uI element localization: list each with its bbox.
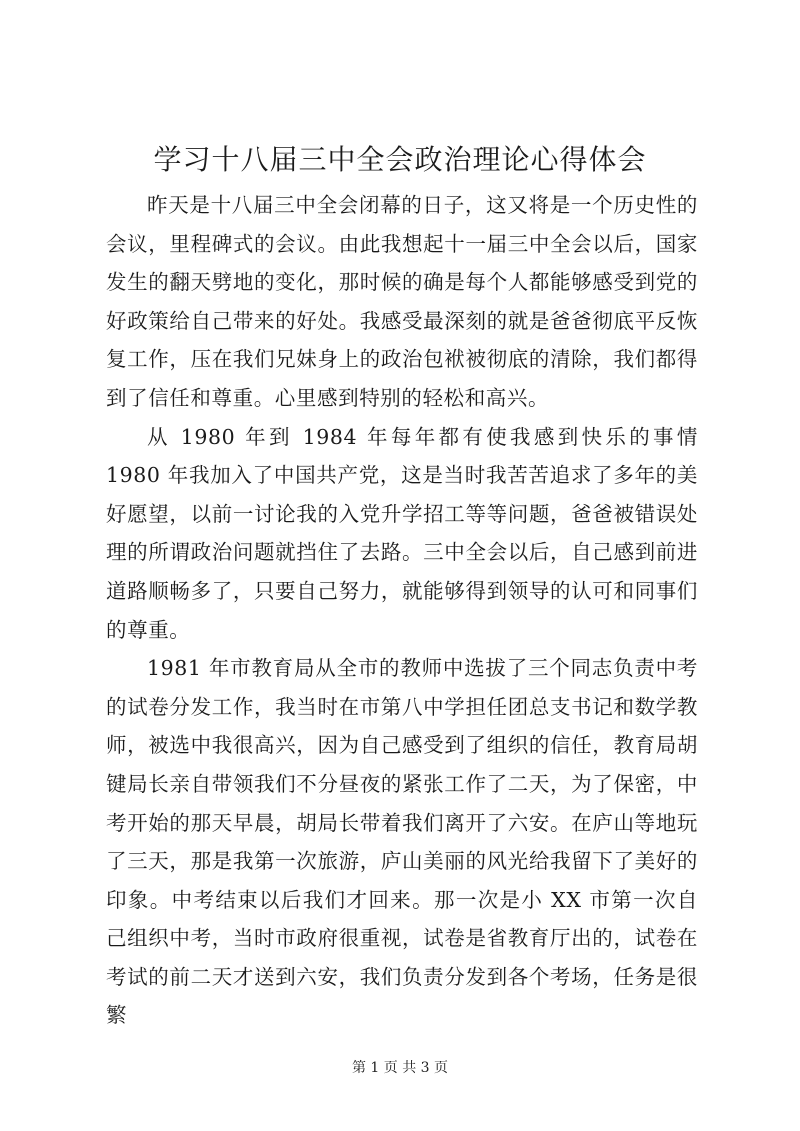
- paragraph-3: 1981 年市教育局从全市的教师中选拔了三个同志负责中考的试卷分发工作，我当时在市第八中学担任团总支书记和数学教师，被选中我很高兴，因为自己感受到了组织的信任，教育局胡键局长亲自带领我们不分昼夜的紧张工作了二天，为了保密，中考开始的那天早晨，胡局长带着我们离开了六安。在庐山等地玩了三天，那是我第一次旅游，庐山美丽的风光给我留下了美好的印象。中考结束以后我们才回来。那一次是小 XX 市第一次自己组织中考，当时市政府很重视，试卷是省教育厅出的，试卷在考试的前二天才送到六安，我们负责分发到各个考场，任务是很繁: [106, 656, 698, 1028]
- paragraph-2: 从 1980 年到 1984 年每年都有使我感到快乐的事情 1980 年我加入了中国共产党，这是当时我苦苦追求了多年的美好愿望，以前一讨论我的入党升学招工等等问题，爸爸被错误处理的所谓政治问题就挡住了去路。三中全会以后，自己感到前进道路顺畅多了，只要自己努力，就能够得到领导的认可和同事们的尊重。: [106, 424, 698, 642]
- page-number-footer: 第 1 页 共 3 页: [351, 1060, 449, 1076]
- page-title: 学习十八届三中全会政治理论心得体会: [153, 143, 647, 176]
- paragraph-1: 昨天是十八届三中全会闭幕的日子，这又将是一个历史性的会议，里程碑式的会议。由此我想起十一届三中全会以后，国家发生的翻天劈地的变化，那时候的确是每个人都能够感受到党的好政策给自己带来的好处。我感受最深刻的就是爸爸彻底平反恢复工作，压在我们兄妹身上的政治包袱被彻底的清除，我们都得到了信任和尊重。心里感到特别的轻松和高兴。: [106, 193, 698, 410]
- document-body: [106, 186, 698, 1035]
